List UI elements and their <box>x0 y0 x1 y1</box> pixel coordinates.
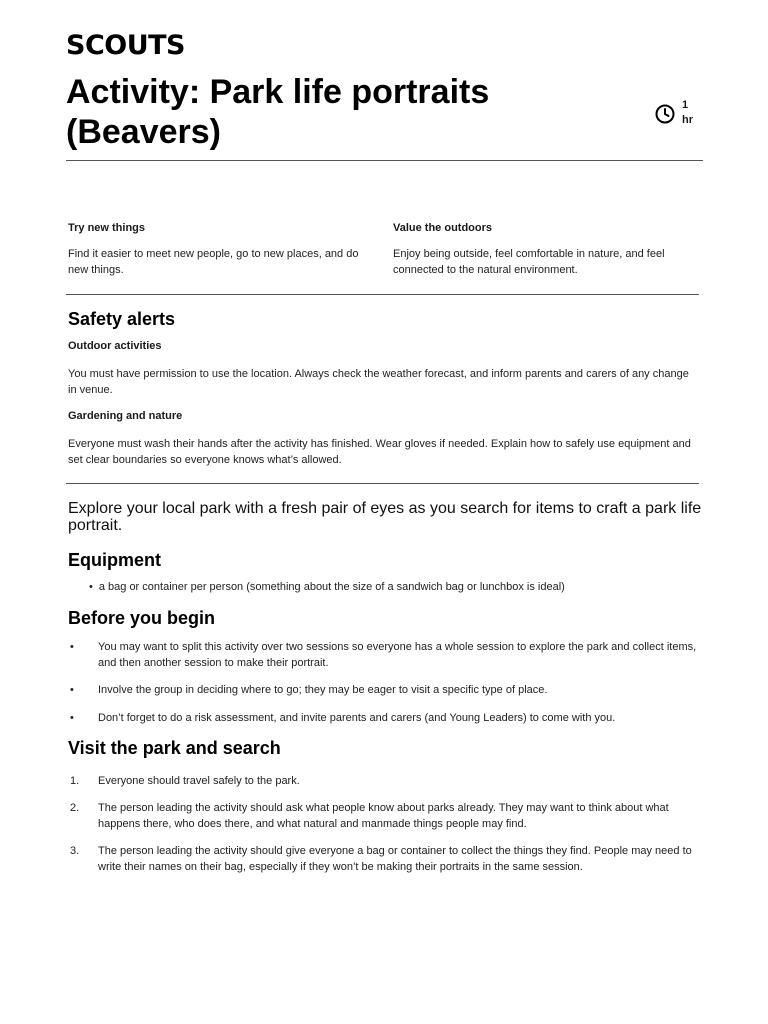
equipment-item-text: a bag or container per person (something about the size of a sandwich bag or lunchbox is ideal) <box>98 581 565 593</box>
bullet: • <box>70 684 74 696</box>
outcome-text: Find it easier to meet new people, go to new places, and do new things. <box>68 248 359 276</box>
page-title: Activity: Park life portraits (Beavers) <box>66 73 490 151</box>
list-number: 1. <box>70 775 80 787</box>
list-item-text: Everyone should travel safely to the park. <box>98 775 300 787</box>
outcomes-divider <box>66 294 699 295</box>
visit-heading: Visit the park and search <box>68 738 281 758</box>
list-item <box>68 682 698 698</box>
bullet: • <box>70 641 74 653</box>
outcome-heading: Value the outdoors <box>393 222 493 234</box>
list-item <box>68 710 698 726</box>
list-item <box>68 843 698 875</box>
list-item-text: You may want to split this activity over two sessions so everyone has a whole session to explore the park and collect items, and then another session to make their portrait. <box>98 641 697 669</box>
list-item-text: The person leading the activity should ask what people know about parks already. They may want to think about what happens there, who does there, and what natural and manmade things people may find. <box>98 802 669 830</box>
list-item-text: Don’t forget to do a risk assessment, and invite parents and carers (and Young Leaders) to come with you. <box>98 712 616 724</box>
list-item <box>68 773 698 789</box>
title-divider <box>66 160 703 161</box>
safety-alert-heading: Gardening and nature <box>68 410 183 422</box>
list-item <box>89 581 565 593</box>
list-number: 3. <box>70 845 80 857</box>
safety-alert-text: Everyone must wash their hands after the activity has finished. Wear gloves if needed. Explain how to safely use equipment and set clear boundaries so everyone knows what’s allowed. <box>68 438 691 466</box>
list-item <box>68 639 698 671</box>
equipment-heading: Equipment <box>68 550 161 570</box>
safety-heading: Safety alerts <box>68 309 176 329</box>
scouts-logo: SCOUTS <box>66 30 186 61</box>
before-heading: Before you begin <box>68 608 216 628</box>
bullet: • <box>89 581 93 593</box>
safety-alert-heading: Outdoor activities <box>68 340 162 352</box>
outcome-text: Enjoy being outside, feel comfortable in nature, and feel connected to the natural environment. <box>393 248 665 276</box>
duration-value: 1 <box>682 99 689 111</box>
bullet: • <box>70 712 74 724</box>
duration-text <box>682 98 702 128</box>
list-item-text: The person leading the activity should give everyone a bag or container to collect the things they find. People may need to write their names on their bag, especially if they won’t be making their portraits in the same session. <box>98 845 692 873</box>
duration-unit: hr <box>682 114 693 126</box>
outcome-heading: Try new things <box>68 222 146 234</box>
safety-divider <box>66 483 699 484</box>
clock-icon <box>655 104 675 124</box>
list-item <box>68 800 698 832</box>
list-number: 2. <box>70 802 80 814</box>
duration <box>655 98 702 128</box>
list-item-text: Involve the group in deciding where to go; they may be eager to visit a specific type of place. <box>98 684 548 696</box>
safety-alert-text: You must have permission to use the location. Always check the weather forecast, and inform parents and carers of any change in venue. <box>68 368 689 396</box>
intro-text: Explore your local park with a fresh pair of eyes as you search for items to craft a park life portrait. <box>68 500 702 534</box>
